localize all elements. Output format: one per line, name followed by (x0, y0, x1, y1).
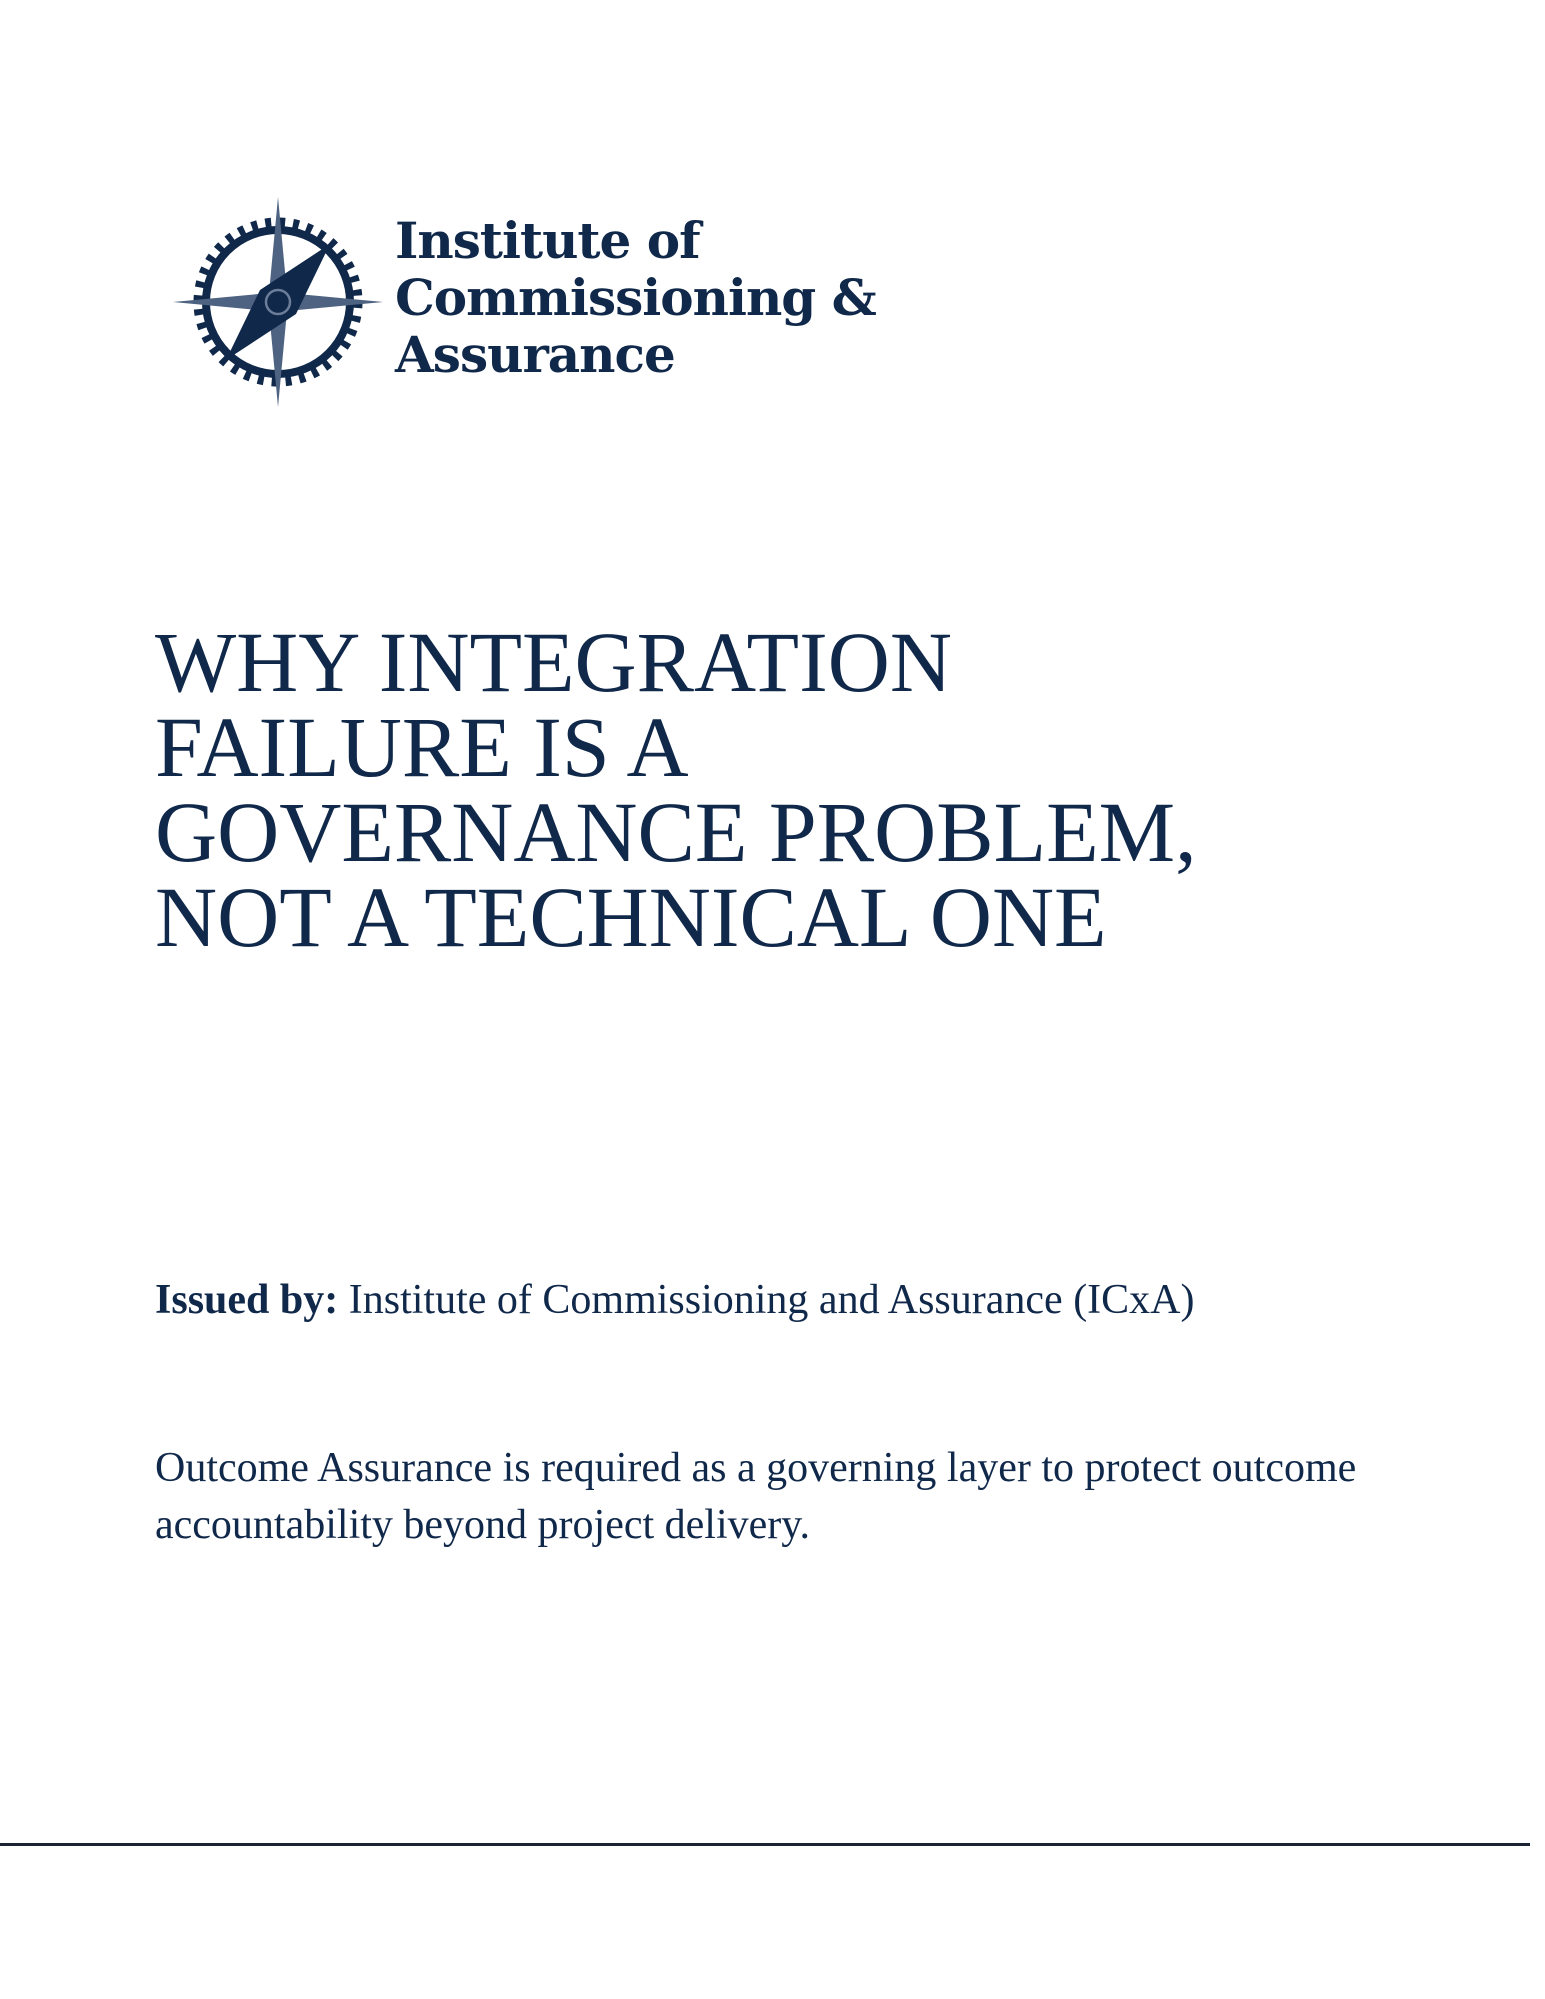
title-line: GOVERNANCE PROBLEM, (155, 784, 1197, 880)
compass-logo-icon (168, 195, 388, 410)
org-name-line: Institute of (395, 211, 700, 270)
title-line: WHY INTEGRATION (155, 614, 952, 710)
issued-by (155, 1272, 1385, 1329)
org-name-line: Assurance (395, 325, 675, 384)
description: Outcome Assurance is required as a governing layer to protect outcome accountability beyond project delivery. (155, 1445, 1357, 1548)
title-line: FAILURE IS A (155, 699, 689, 795)
document-title (155, 614, 1455, 965)
issued-by-value: Institute of Commissioning and Assurance (ICxA) (338, 1277, 1195, 1323)
title-line: NOT A TECHNICAL ONE (155, 869, 1107, 965)
divider (0, 1843, 1530, 1846)
organization-name (395, 212, 876, 383)
org-name-line: Commissioning & (395, 268, 876, 327)
issued-by-label: Issued by: (155, 1277, 339, 1323)
